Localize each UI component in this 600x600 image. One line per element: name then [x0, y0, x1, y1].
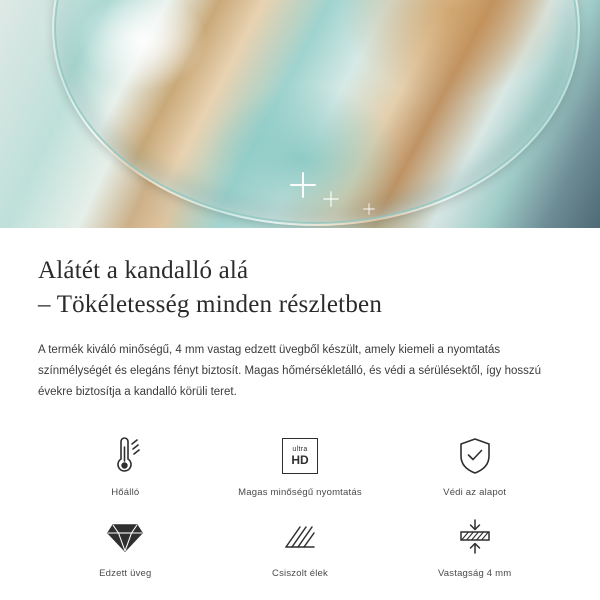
badge-top-text: ultra [292, 446, 308, 453]
badge-bottom-text: HD [291, 453, 309, 467]
thermometer-icon [105, 433, 145, 479]
hero-image [0, 0, 600, 228]
feature-grid [38, 433, 562, 579]
page-title [38, 228, 562, 322]
feature-item-thickness [387, 514, 562, 579]
feature-label: Hőálló [111, 487, 140, 498]
headline-line-2: – Tökéletesség minden részletben [38, 291, 383, 318]
ultra-hd-icon [282, 433, 318, 479]
description-paragraph: A termék kiváló minőségű, 4 mm vastag edzett üvegből készült, amely kiemeli a nyomtatás színmélységét és elegáns fényt biztosít. Magas hőmérsékletálló, és védi a sérülésektől, így hosszú évekre biztosítja a kandalló körüli teret. [38, 344, 542, 398]
headline-line-1: Alátét a kandalló alá [38, 257, 249, 284]
thickness-icon [453, 514, 497, 560]
feature-item-tempered-glass [38, 514, 213, 579]
feature-label: Védi az alapot [443, 487, 507, 498]
diamond-icon [104, 514, 146, 560]
polished-edges-icon [280, 514, 320, 560]
feature-item-polished-edges [213, 514, 388, 579]
feature-item-print-quality [213, 433, 388, 498]
shield-check-icon [456, 433, 494, 479]
content-area [0, 228, 600, 579]
feature-item-heat-resistant [38, 433, 213, 498]
feature-label: Magas minőségű nyomtatás [238, 487, 362, 498]
feature-item-protects-surface [387, 433, 562, 498]
feature-label: Edzett üveg [99, 568, 152, 579]
feature-label: Csiszolt élek [272, 568, 328, 579]
feature-label: Vastagság 4 mm [437, 568, 512, 579]
